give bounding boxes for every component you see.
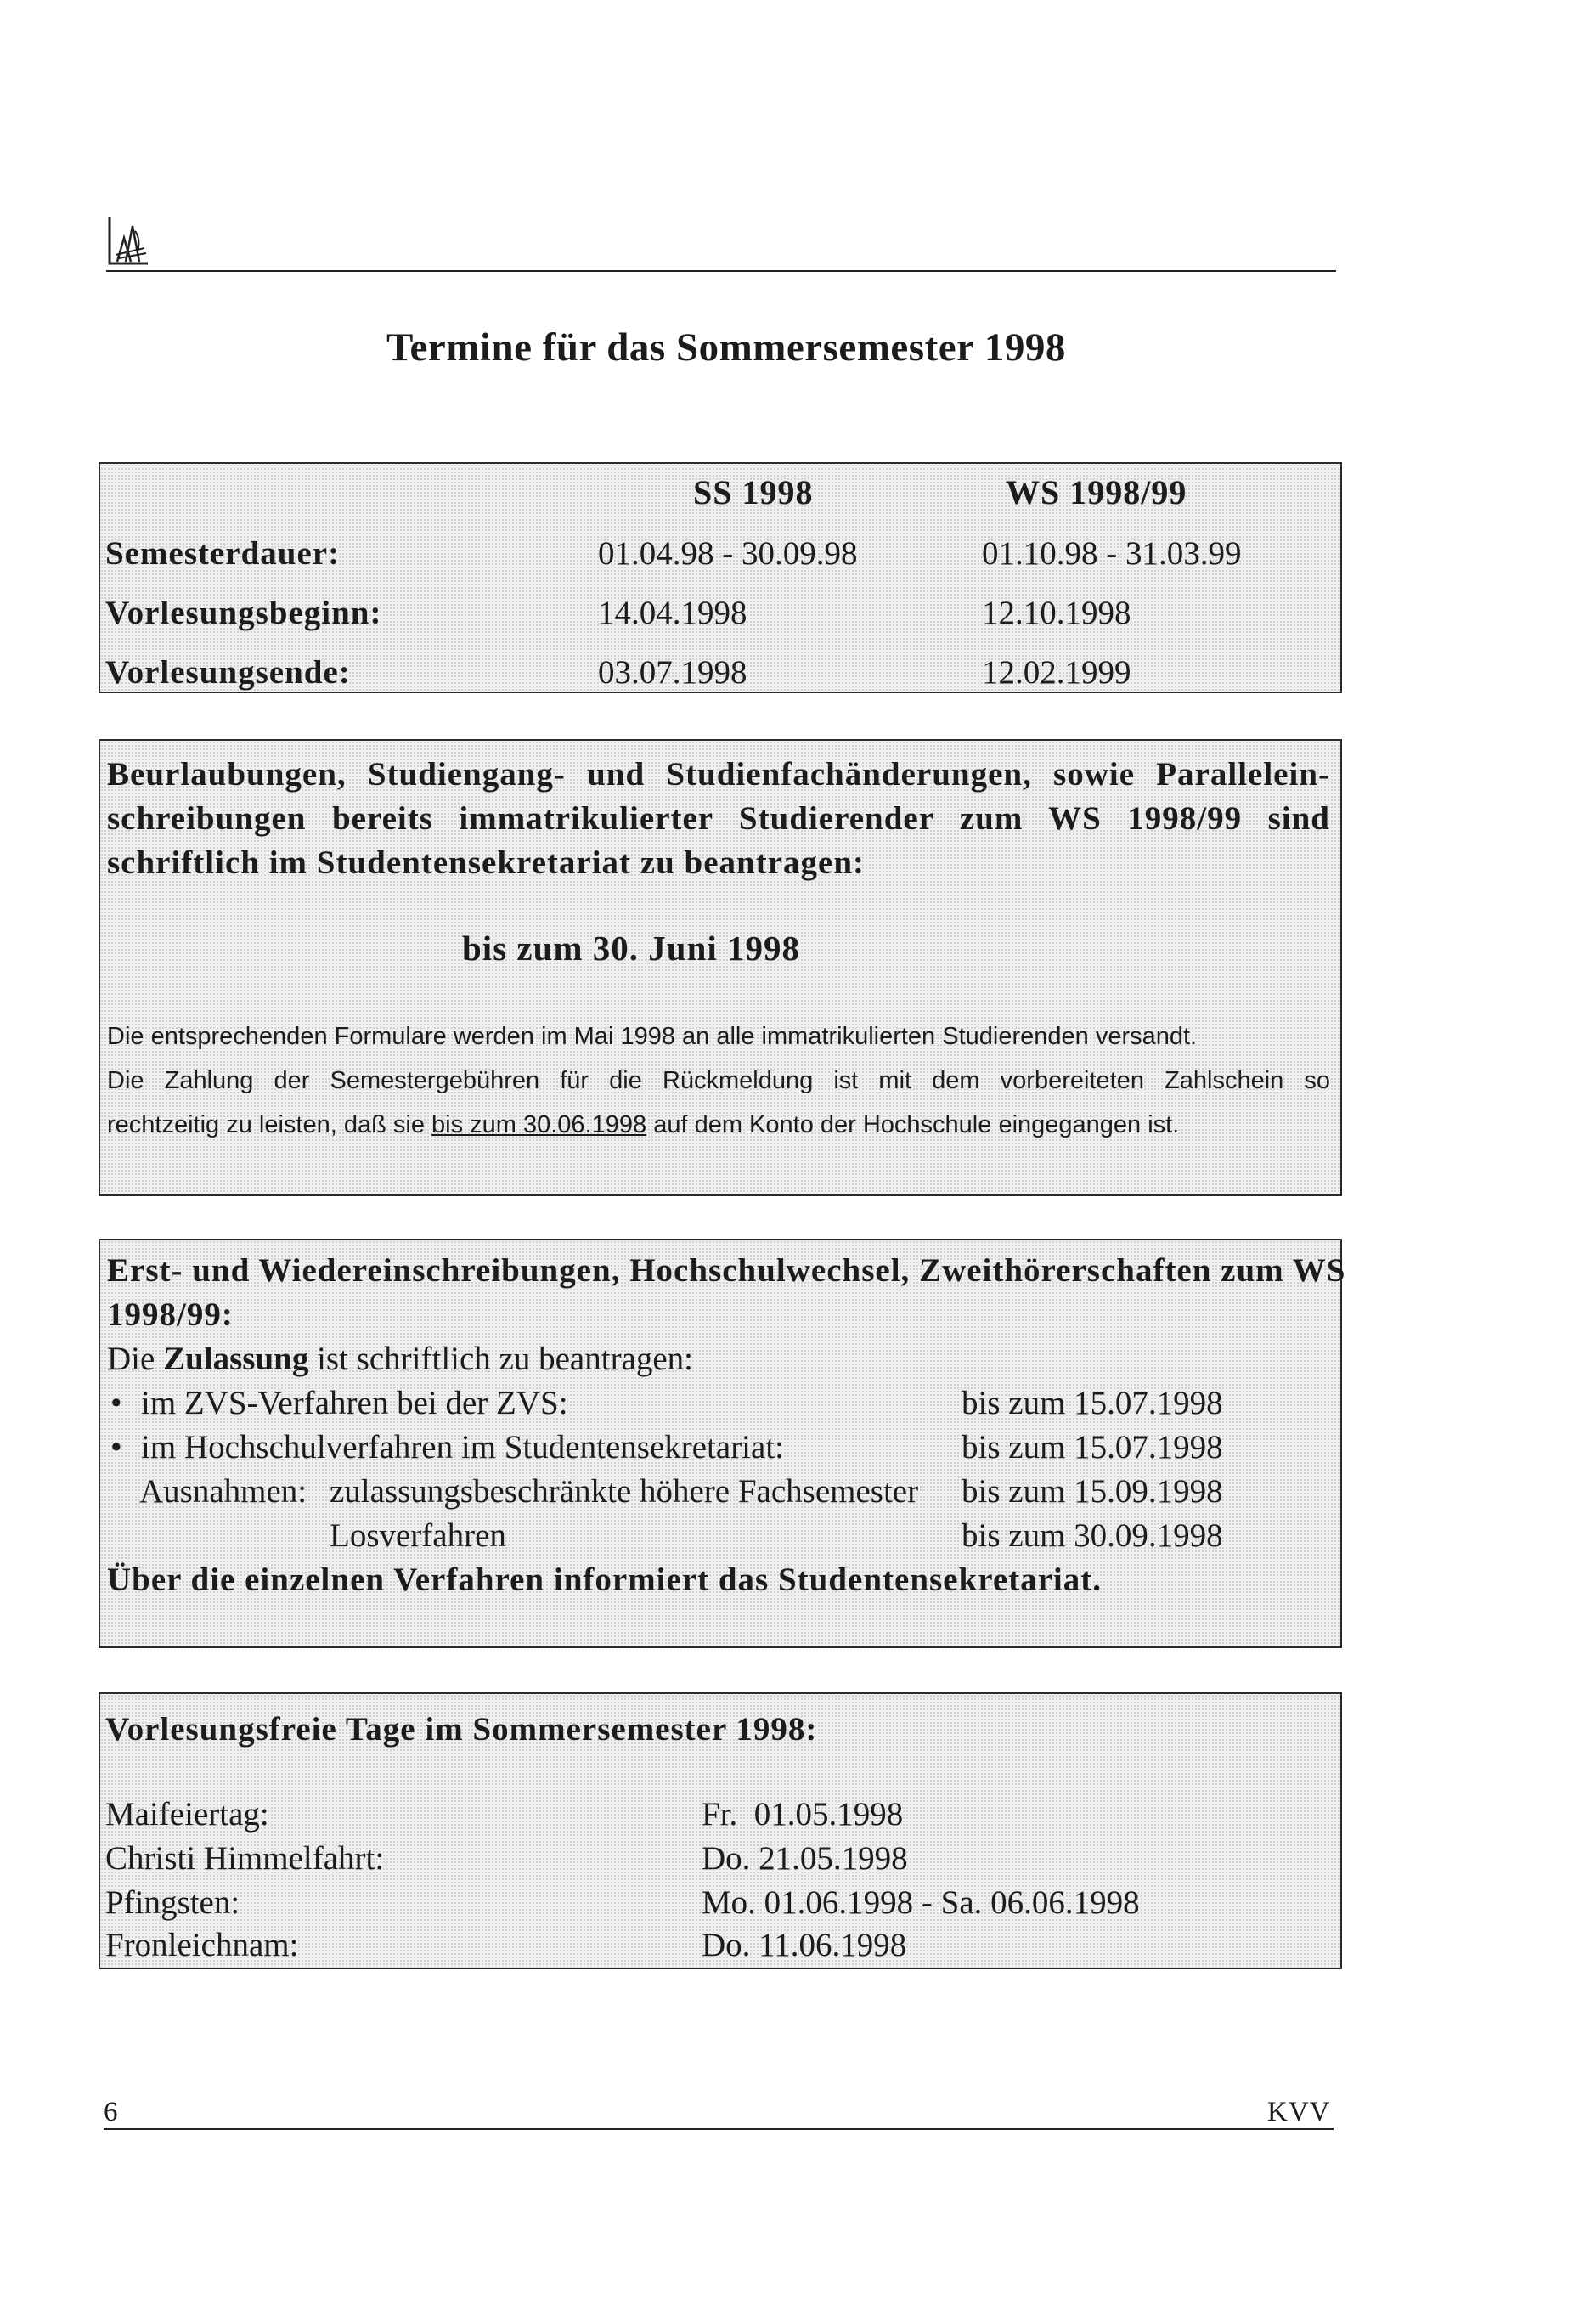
leave-note-line: Die entsprechenden Formulare werden im Mai 1998 an alle immatrikulierten Studierenden versandt. [107,1023,1198,1050]
intro-bold: Zulassung [163,1341,309,1377]
enrollment-heading: 1998/99: [107,1296,234,1333]
holiday-label: Christi Himmelfahrt: [105,1840,385,1877]
enrollment-footer: Über die einzelnen Verfahren informiert das Studentensekretariat. [107,1561,1102,1598]
row-label: Semesterdauer: [105,535,341,572]
note-deadline-underlined: bis zum 30.06.1998 [431,1111,647,1138]
enrollment-intro [107,1342,693,1375]
holiday-date: Fr. 01.05.1998 [702,1796,904,1833]
note-text: rechtzeitig zu leisten, daß sie [107,1111,432,1138]
exceptions-label: Ausnahmen: [139,1473,307,1510]
holidays-heading: Vorlesungsfreie Tage im Sommersemester 1998: [105,1711,818,1748]
page-title: Termine für das Sommersemester 1998 [386,325,1066,370]
intro-text: ist schriftlich zu beantragen: [308,1341,694,1377]
bullet-icon: • [110,1385,122,1421]
enrollment-item-label: im Hochschulverfahren im Studentensekretariat: [141,1429,784,1465]
exception-date: bis zum 30.09.1998 [962,1517,1223,1554]
footer-rule [104,2128,1334,2130]
bullet-icon: • [110,1429,122,1465]
row-label: Vorlesungsbeginn: [105,595,382,631]
row-value-ws: 12.02.1999 [982,654,1131,691]
exception-label: zulassungsbeschränkte höhere Fachsemester [330,1473,919,1510]
page-number: 6 [104,2097,118,2127]
leave-text-line: schriftlich im Studentensekretariat zu beantragen: [107,844,866,881]
publication-name: KVV [1267,2097,1331,2127]
row-value-ss: 14.04.1998 [598,595,747,631]
header-rule [106,270,1336,272]
leave-of-absence-box [99,739,1342,1196]
enrollment-item-date: bis zum 15.07.1998 [962,1385,1223,1421]
enrollment-box [99,1239,1346,1648]
leave-text-line: schreibungen bereits immatrikulierter Studierender zum WS 1998/99 sind [107,800,1330,837]
university-logo-icon [107,214,151,267]
column-header-ws: WS 1998/99 [1006,473,1187,511]
row-value-ws: 01.10.98 - 31.03.99 [982,535,1242,572]
row-label: Vorlesungsende: [105,654,351,691]
enrollment-heading: Erst- und Wiedereinschreibungen, Hochschulwechsel, Zweithörerschaften zum WS [107,1252,1346,1289]
leave-text-line: Beurlaubungen, Studiengang- und Studienfachänderungen, sowie Parallelein- [107,756,1330,793]
row-value-ws: 12.10.1998 [982,595,1131,631]
intro-text: Die [107,1341,164,1377]
exception-date: bis zum 15.09.1998 [962,1473,1223,1510]
note-text: auf dem Konto der Hochschule eingegangen ist. [646,1111,1180,1138]
row-value-ss: 03.07.1998 [598,654,747,691]
holiday-date: Do. 11.06.1998 [702,1927,907,1963]
enrollment-item-date: bis zum 15.07.1998 [962,1429,1223,1465]
holiday-label: Fronleichnam: [105,1927,299,1963]
holiday-label: Maifeiertag: [105,1796,269,1833]
leave-note-line: Die Zahlung der Semestergebühren für die Rückmeldung ist mit dem vorbereiteten Zahlschein so [107,1067,1330,1094]
column-header-ss: SS 1998 [693,473,814,511]
exception-label: Losverfahren [330,1517,506,1554]
leave-note-line [107,1113,1179,1138]
row-value-ss: 01.04.98 - 30.09.98 [598,535,858,572]
semester-dates-table [99,462,1342,693]
holiday-label: Pfingsten: [105,1884,240,1921]
enrollment-item-label: im ZVS-Verfahren bei der ZVS: [141,1385,568,1421]
holiday-date: Mo. 01.06.1998 - Sa. 06.06.1998 [702,1884,1140,1921]
holiday-date: Do. 21.05.1998 [702,1840,908,1877]
lecture-free-days-box [99,1692,1342,1969]
leave-deadline: bis zum 30. Juni 1998 [462,929,801,968]
